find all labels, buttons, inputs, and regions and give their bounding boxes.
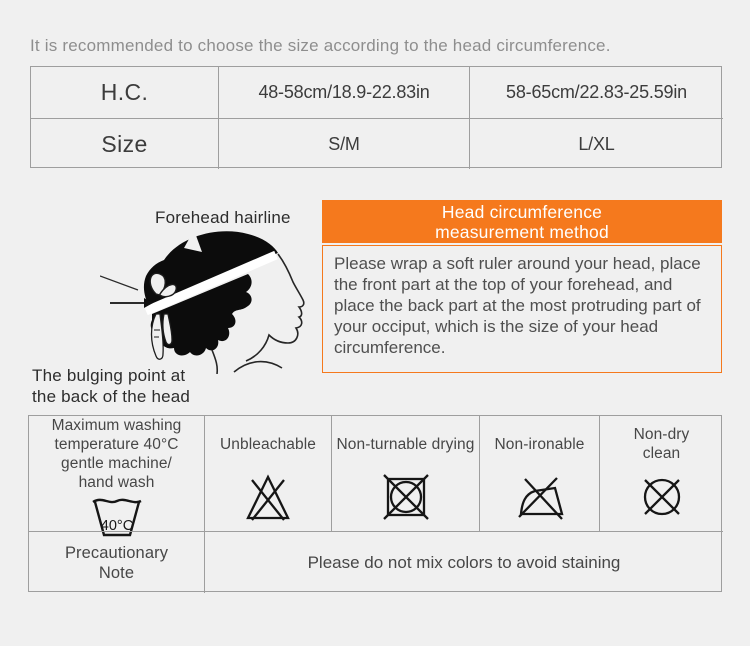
forehead-hairline-label: Forehead hairline	[155, 208, 291, 227]
care-table	[28, 415, 722, 592]
care-cell-iron	[479, 416, 599, 531]
care-cell-note-label	[29, 531, 204, 593]
chest-curve	[234, 362, 282, 372]
size-table-header-hc: H.C.	[100, 79, 149, 105]
size-table-header-size: Size	[31, 118, 218, 169]
precautionary-note-label: Precautionary Note	[64, 543, 169, 582]
wash-temp-text: 40°C	[100, 518, 133, 534]
measurement-title	[322, 200, 722, 243]
size-table-size-1: S/M	[218, 118, 469, 169]
no-tumble-dry-icon	[381, 472, 431, 522]
neck-back-line	[212, 350, 217, 374]
care-label-bleach: Unbleachable	[220, 435, 316, 453]
care-cell-bleach	[204, 416, 331, 531]
care-cell-dryclean	[599, 416, 723, 531]
occiput-label: The bulging point at the back of the head	[32, 366, 191, 406]
care-label-tumble: Non-turnable drying	[336, 435, 475, 453]
size-table	[30, 66, 722, 168]
precautionary-note-text: Please do not mix colors to avoid staining	[307, 552, 621, 572]
care-cell-note-text	[204, 531, 723, 593]
no-iron-icon	[514, 472, 566, 522]
care-label-dryclean: Non-dry clean	[633, 426, 690, 462]
size-table-hc-range-1: 48-58cm/18.9-22.83in	[218, 67, 469, 118]
face-profile-outline	[246, 254, 304, 361]
no-dry-clean-icon	[637, 472, 687, 522]
leader-line	[100, 276, 138, 290]
size-table-size-2: L/XL	[469, 118, 723, 169]
measurement-title-line1: Head circumference	[441, 202, 603, 222]
size-table-hc-range-2: 58-65cm/22.83-25.59in	[469, 67, 723, 118]
care-label-wash: Maximum washing temperature 40°C gentle machine/ hand wash	[51, 417, 182, 491]
measurement-title-line2: measurement method	[435, 222, 609, 242]
care-label-iron: Non-ironable	[494, 435, 585, 453]
care-cell-tumble	[331, 416, 479, 531]
measurement-body: Please wrap a soft ruler around your head, place the front part at the top of your forehead, and place the back part at the most protruding part of your occiput, which is the size of your head circumference.	[322, 245, 722, 373]
care-cell-wash	[29, 416, 204, 534]
no-bleach-icon	[243, 472, 293, 522]
intro-text: It is recommended to choose the size according to the head circumference.	[30, 36, 611, 55]
head-profile-illustration	[100, 224, 322, 374]
